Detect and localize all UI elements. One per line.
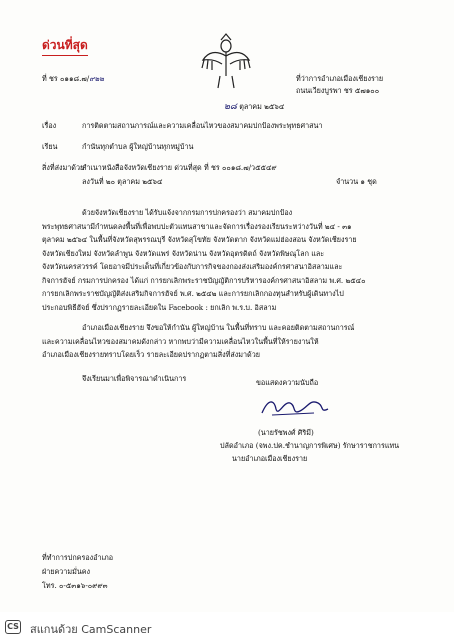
body-line: พระพุทธศาสนามีกำหนดลงพื้นที่เพื่อพบปะตัวแทนสาขาและจัดการเรื่องรองเรียนระหว่างวันที่ ๒๔ - ๓๑ xyxy=(42,221,352,231)
doc-number-handwritten: ๙๒๒ xyxy=(89,74,104,83)
closing-regards: ขอแสดงความนับถือ xyxy=(256,378,319,387)
body-line: จังหวัดนครสวรรค์ โดยอาจมีประเด็นที่เกี่ยวข้องกับการกิจของกองส่งเสริมองค์กรศาสนาอิสลามและ xyxy=(42,262,343,271)
body-line: อำเภอเมืองเชียงรายทราบโดยเร็ว รายละเอียดปรากฏตามสิ่งที่ส่งมาด้วย xyxy=(42,350,260,359)
body-line: การยกเลิกพระราชบัญญัติส่งเสริมกิจการฮัจย์ พ.ศ. ๒๕๔๒ และการยกเลิกกองทุนสำหรับผู้เดินทางไป xyxy=(42,289,344,298)
enclosure-line2: ลงวันที่ ๒๐ ตุลาคม ๒๕๖๔ xyxy=(82,177,163,186)
body-paragraph-2 xyxy=(42,321,412,362)
body-line: อำเภอเมืองเชียงราย จึงขอให้กำนัน ผู้ใหญ่บ้าน ในพื้นที่ทราบ และคอยติดตามสถานการณ์ xyxy=(82,323,355,332)
issue-date-day: ๒๘ xyxy=(224,102,237,112)
enclosure-quantity: จำนวน ๑ ชุด xyxy=(336,177,377,186)
body-line: ด้วยจังหวัดเชียงราย ได้รับแจ้งจากกรมการปกครองว่า สมาคมปกป้อง xyxy=(82,208,293,217)
issuing-section: ฝ่ายความมั่นคง xyxy=(42,567,91,576)
contact-phone: โทร. ๐-๕๓๑๖-๐๙๙๓ xyxy=(42,581,108,590)
signatory-title-line2: นายอำเภอเมืองเชียงราย xyxy=(232,454,308,463)
body-line: ตุลาคม ๒๕๖๔ ในพื้นที่จังหวัดสุพรรณบุรี จังหวัดสุโขทัย จังหวัดตาก จังหวัดแม่ฮ่องสอน จังหวัดเชียงราย xyxy=(42,235,357,244)
doc-number xyxy=(42,74,104,83)
body-line: และความเคลื่อนไหวของสมาคมดังกล่าว หากพบว่ามีความเคลื่อนไหวในพื้นที่ให้รายงานให้ xyxy=(42,336,319,346)
issue-date xyxy=(224,102,284,112)
issue-date-month-year: ตุลาคม ๒๕๖๔ xyxy=(239,102,285,111)
garuda-emblem-icon xyxy=(200,32,252,92)
subject-label: เรื่อง xyxy=(42,121,57,130)
urgency-stamp: ด่วนที่สุด xyxy=(42,36,88,56)
doc-number-printed: ที่ ชร ๐๑๑๘.๗/ xyxy=(42,74,90,83)
body-line: ประกอบพิธีฮัจย์ ซึ่งปรากฏรายละเอียดใน Facebook : ยกเลิก พ.ร.บ. อิสลาม xyxy=(42,302,277,312)
subject-text: การติดตามสถานการณ์และความเคลื่อนไหวของสมาคมปกป้องพระพุทธศาสนา xyxy=(82,121,323,130)
signatory-name: (นายรัชพงศ์ ศิริมี) xyxy=(258,428,314,437)
body-paragraph-1 xyxy=(42,206,412,314)
camscanner-logo-icon: CS xyxy=(5,620,21,634)
enclosure-line1: สำเนาหนังสือจังหวัดเชียงราย ด่วนที่สุด ที่ ชร ๐๐๑๘.๗/ว๕๕๔๙ xyxy=(82,163,277,172)
signatory-title-line1: ปลัดอำเภอ (จพง.ปค.ชำนาญการพิเศษ) รักษาราชการแทน xyxy=(220,441,400,450)
handwritten-signature xyxy=(258,393,332,421)
to-label: เรียน xyxy=(42,142,58,151)
body-line: จังหวัดเชียงใหม่ จังหวัดลำพูน จังหวัดแพร่ จังหวัดน่าน จังหวัดอุตรดิตถ์ จังหวัดพิษณุโลก และ xyxy=(42,248,325,258)
camscanner-watermark-text: สแกนด้วย CamScanner xyxy=(30,623,152,636)
body-line: กิจการฮัจย์ กรมการปกครอง ได้แก่ การยกเลิกพระราชบัญญัติการบริหารองค์กรศาสนาอิสลาม พ.ศ. ๒๕๔๐ xyxy=(42,275,366,285)
scanner-watermark-bar xyxy=(0,612,454,639)
office-address-line2: ถนนเวียงบูรพา ชร ๕๗๑๐๐ xyxy=(296,86,380,95)
issuing-department: ที่ทำการปกครองอำเภอ xyxy=(42,553,114,562)
body-paragraph-3: จึงเรียนมาเพื่อพิจารณาดำเนินการ xyxy=(82,374,187,383)
to-text: กำนันทุกตำบล ผู้ใหญ่บ้านทุกหมู่บ้าน xyxy=(82,142,194,151)
office-address-line1: ที่ว่าการอำเภอเมืองเชียงราย xyxy=(296,74,384,83)
enclosure-label: สิ่งที่ส่งมาด้วย xyxy=(42,163,85,172)
